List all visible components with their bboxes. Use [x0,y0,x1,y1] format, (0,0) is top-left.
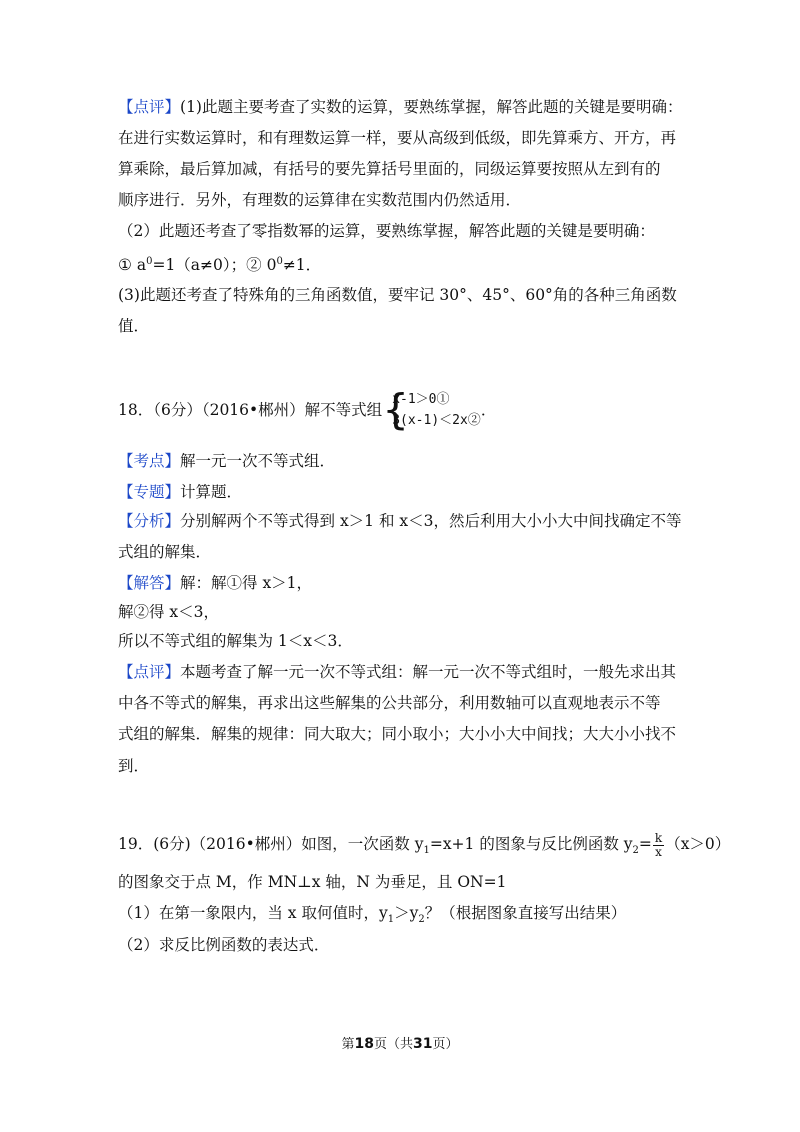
review-line-8: 值． [118,317,150,335]
q19-line-2: 的图象交于点 M，作 MN⊥x 轴，N 为垂足，且 ON=1 [118,873,507,891]
q19-line-3 [118,902,693,931]
q19-l3-sub-2: 2 [418,914,425,926]
review-l6-sup: 0 [146,256,153,267]
fenxi-line-2: 式组的解集． [118,543,212,561]
fraction-numerator: k [654,830,663,845]
footer-mid: 页（共 [373,1037,413,1052]
zhuanti-line [118,481,693,503]
footer-post: 页） [432,1037,459,1052]
footer-pre: 第 [341,1037,355,1052]
inequality-1: x-1＞0① [392,392,450,407]
q19-line-1 [118,825,731,865]
kaodian-line [118,450,693,472]
footer-page-number: 18 [354,1036,374,1052]
jieda-line-1 [118,572,693,594]
jieda-line-2: 解②得 x＜3， [118,603,220,621]
jieda-tag: 【解答】 [118,574,181,592]
review-line-6 [118,251,693,276]
zhuanti-text: 计算题． [180,483,243,501]
inequality-2: 3(x-1)＜2x② [392,413,481,428]
q18-stem-text: 18．（6分）（2016•郴州）解不等式组 [118,401,383,419]
dianping-tag: 【点评】 [118,663,181,681]
q19-text-a: 19．(6分)（2016•郴州）如图，一次函数 y [118,835,424,853]
q19-text-d: （x＞0） [665,835,731,853]
q19-l3-text-b: ＞y [394,904,419,922]
zhuanti-tag: 【专题】 [118,483,181,501]
fenxi-line-1 [118,510,693,532]
q19-l3-text-a: （1）在第一象限内，当 x 取何值时，y [118,904,388,922]
review-l6-part-c: ≠1． [282,256,322,275]
review-line-7: (3)此题还考查了特殊角的三角函数值，要牢记 30°、45°、60°角的各种三角函数 [118,286,677,304]
q19-line-4: （2）求反比例函数的表达式． [118,936,330,954]
review-line-4: 顺序进行．另外，有理数的运算律在实数范围内仍然适用． [118,191,522,209]
dianping-line-3: 式组的解集．解集的规律：同大取大；同小取小；大小小大中间找；大大小小找不 [118,725,677,743]
dianping-line-1 [118,661,693,683]
q19-l3-sub-1: 1 [387,914,395,926]
review-l6-part-a: ① a [118,256,147,275]
review-line-3: 算乘除，最后算加减，有括号的要先算括号里面的，同级运算要按照从左到有的 [118,160,661,178]
q19-sub-1: 1 [423,845,430,857]
review-line-5: （2）此题还考查了零指数幂的运算，要熟练掌握，解答此题的关键是要明确： [118,222,655,240]
q18-stem-end: ． [480,401,497,419]
fraction-denominator: x [655,844,662,859]
fenxi-text-1: 分别解两个不等式得到 x＞1 和 x＜3，然后利用大小小大中间找确定不等 [180,512,682,530]
brace-icon: { [382,385,409,434]
fraction-k-over-x [653,832,664,859]
review-line-2: 在进行实数运算时，和有理数运算一样，要从高级到低级，即先算乘方、开方，再 [118,129,677,147]
q19-text-b: =x+1 的图象与反比例函数 y [429,835,633,853]
dianping-line-2: 中各不等式的解集，再求出这些解集的公共部分，利用数轴可以直观地表示不等 [118,694,661,712]
fenxi-tag: 【分析】 [118,512,181,530]
page-footer [0,1033,800,1052]
kaodian-text: 解一元一次不等式组． [180,452,336,470]
dianping-text-1: 本题考查了解一元一次不等式组：解一元一次不等式组时，一般先求出其 [180,663,677,681]
inequality-system [382,385,481,434]
q19-sub-2: 2 [632,845,639,857]
q18-stem [118,385,693,434]
review-line-1 [118,96,693,118]
footer-total-pages: 31 [413,1036,433,1052]
jieda-line-3: 所以不等式组的解集为 1＜x＜3． [118,632,353,650]
q19-l3-text-c: ？（根据图象直接写出结果） [424,904,627,922]
review-text-1: (1)此题主要考查了实数的运算，要熟练掌握，解答此题的关键是要明确： [180,98,683,116]
q19-text-c: = [638,835,652,853]
jieda-text-1: 解：解①得 x＞1， [180,574,313,592]
dianping-line-4: 到． [118,757,150,775]
review-l6-sup2: 0 [276,256,283,267]
review-tag: 【点评】 [118,98,181,116]
kaodian-tag: 【考点】 [118,452,181,470]
review-l6-part-b: =1（a≠0）；② 0 [152,256,277,275]
